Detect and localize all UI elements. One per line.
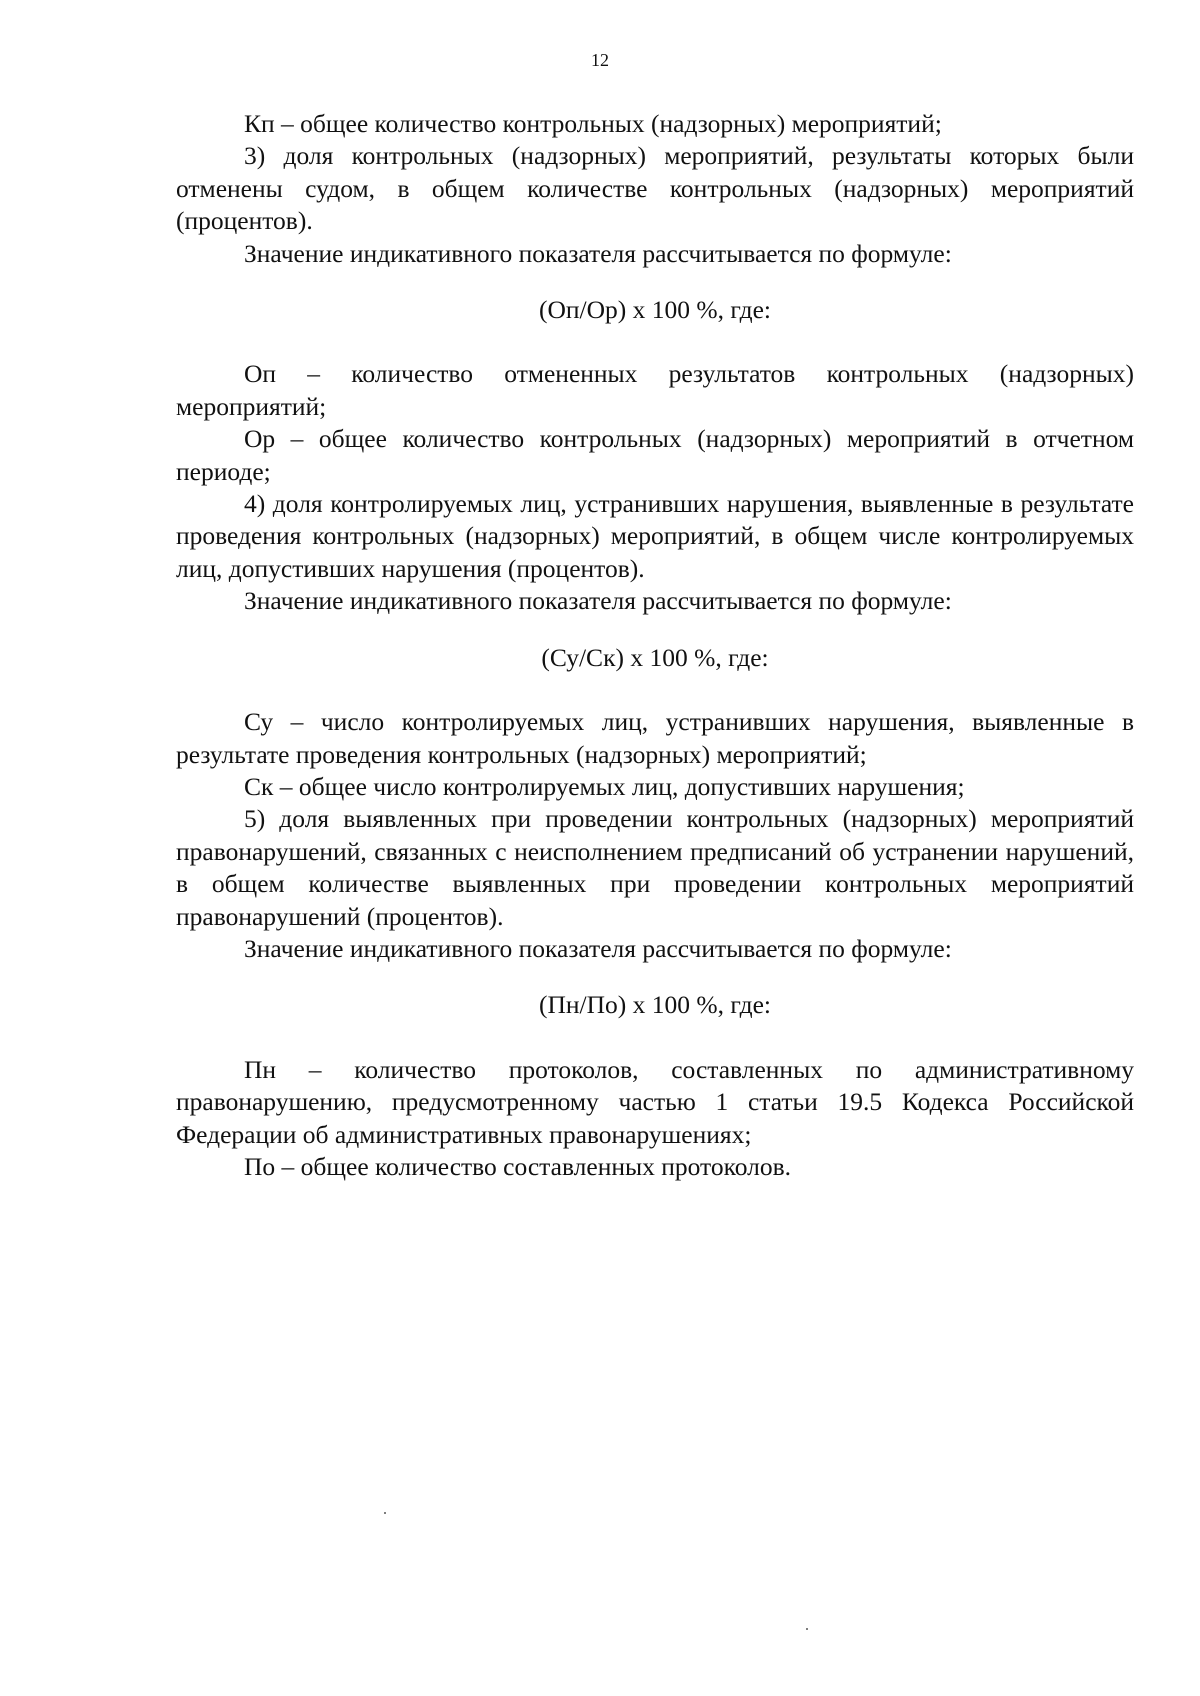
paragraph-formula-intro: Значение индикативного показателя рассчитывается по формуле:: [244, 933, 952, 963]
paragraph-po-definition: По – общее количество составленных протоколов.: [244, 1151, 792, 1181]
paragraph-pn-definition: Пн – количество протоколов, составленных по административному правонарушению, предусмотренному частью 1 статьи 19.5 Кодекса Российской Федерации об административных правонарушениях;: [176, 1054, 1134, 1149]
paragraph-formula-intro: Значение индикативного показателя рассчитывается по формуле:: [244, 586, 952, 616]
formula-op-or: (Оп/Ор) х 100 %, где:: [539, 295, 771, 325]
paragraph-sk-definition: Ск – общее число контролируемых лиц, допустивших нарушения;: [244, 771, 965, 801]
paragraph-item-4: 4) доля контролируемых лиц, устранивших нарушения, выявленные в результате проведения контрольных (надзорных) мероприятий, в общем числе контролируемых лиц, допустивших нарушения (процентов).: [176, 489, 1134, 583]
scan-speck: [384, 1512, 386, 1514]
paragraph-item-5: 5) доля выявленных при проведении контрольных (надзорных) мероприятий правонарушений, связанных с неисполнением предписаний об устранении нарушений, в общем количестве выявленных при проведении контрольных мероприятий правонарушений (процентов).: [176, 804, 1134, 931]
formula-pn-po: (Пн/По) х 100 %, где:: [539, 990, 771, 1020]
paragraph-item-3: 3) доля контрольных (надзорных) мероприятий, результаты которых были отменены судом, в общем количестве контрольных (надзорных) мероприятий (процентов).: [176, 141, 1134, 236]
formula-su-sk: (Су/Ск) х 100 %, где:: [541, 642, 769, 672]
document-body: [176, 108, 1134, 1183]
paragraph-or-definition: Ор – общее количество контрольных (надзорных) мероприятий в отчетном периоде;: [176, 424, 1134, 486]
page-number: 12: [591, 50, 609, 70]
paragraph-kp-definition: Кп – общее количество контрольных (надзорных) мероприятий;: [244, 109, 942, 138]
paragraph-formula-intro: Значение индикативного показателя рассчитывается по формуле:: [244, 238, 952, 268]
scan-speck: [806, 1628, 808, 1630]
paragraph-su-definition: Су – число контролируемых лиц, устранивших нарушения, выявленные в результате проведения контрольных (надзорных) мероприятий;: [176, 707, 1134, 769]
paragraph-op-definition: Оп – количество отмененных результатов контрольных (надзорных) мероприятий;: [176, 359, 1134, 421]
